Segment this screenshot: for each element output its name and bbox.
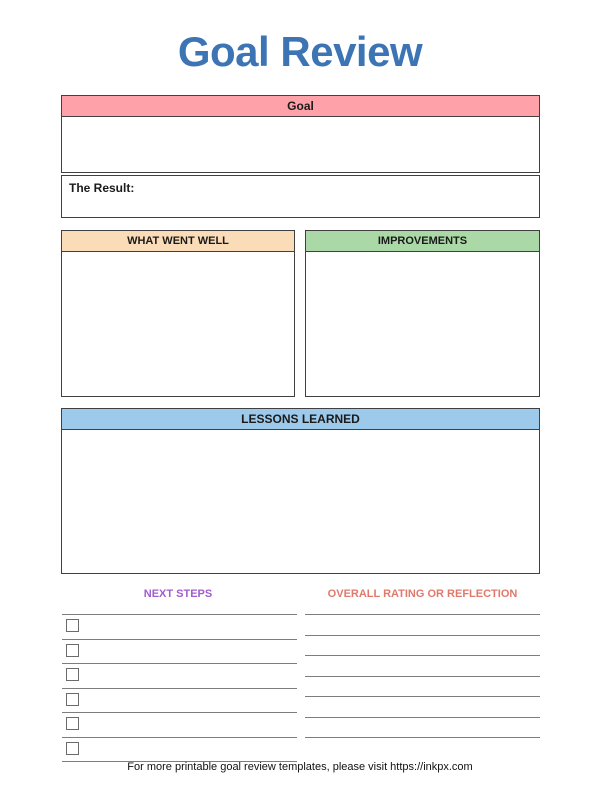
checkbox[interactable]: [66, 619, 79, 632]
writing-line[interactable]: [305, 697, 540, 718]
writing-line[interactable]: [62, 693, 297, 714]
result-label: The Result:: [69, 181, 135, 195]
writing-line[interactable]: [305, 656, 540, 677]
writing-line[interactable]: [62, 619, 297, 640]
lessons-learned-header: LESSONS LEARNED: [62, 409, 539, 430]
page-title: Goal Review: [177, 28, 423, 75]
what-went-well-header: WHAT WENT WELL: [62, 231, 294, 252]
checkbox[interactable]: [66, 742, 79, 755]
writing-line[interactable]: [62, 644, 297, 665]
improvements-header: IMPROVEMENTS: [306, 231, 539, 252]
result-section[interactable]: [61, 175, 540, 218]
writing-line[interactable]: [305, 615, 540, 636]
checkbox[interactable]: [66, 644, 79, 657]
goal-section: [61, 95, 540, 173]
checkbox[interactable]: [66, 717, 79, 730]
goal-section-header: Goal: [62, 96, 539, 117]
writing-line[interactable]: [305, 677, 540, 698]
next-steps-heading: NEXT STEPS: [143, 588, 213, 600]
writing-line[interactable]: [305, 636, 540, 657]
next-steps-list: [62, 614, 297, 762]
improvements-input-area[interactable]: [306, 252, 539, 396]
writing-line[interactable]: [62, 742, 297, 763]
what-went-well-input-area[interactable]: [62, 252, 294, 396]
checkbox[interactable]: [66, 668, 79, 681]
improvements-section: [305, 230, 540, 397]
lessons-learned-section: [61, 408, 540, 574]
overall-rating-heading: OVERALL RATING OR REFLECTION: [327, 588, 518, 600]
goal-input-area[interactable]: [62, 117, 539, 172]
lessons-learned-input-area[interactable]: [62, 430, 539, 573]
writing-line[interactable]: [305, 718, 540, 739]
what-went-well-section: [61, 230, 295, 397]
writing-line[interactable]: [62, 717, 297, 738]
writing-line[interactable]: [62, 668, 297, 689]
overall-rating-list: [305, 614, 540, 738]
footer-note: For more printable goal review templates, please visit https://inkpx.com: [127, 761, 473, 773]
checkbox[interactable]: [66, 693, 79, 706]
